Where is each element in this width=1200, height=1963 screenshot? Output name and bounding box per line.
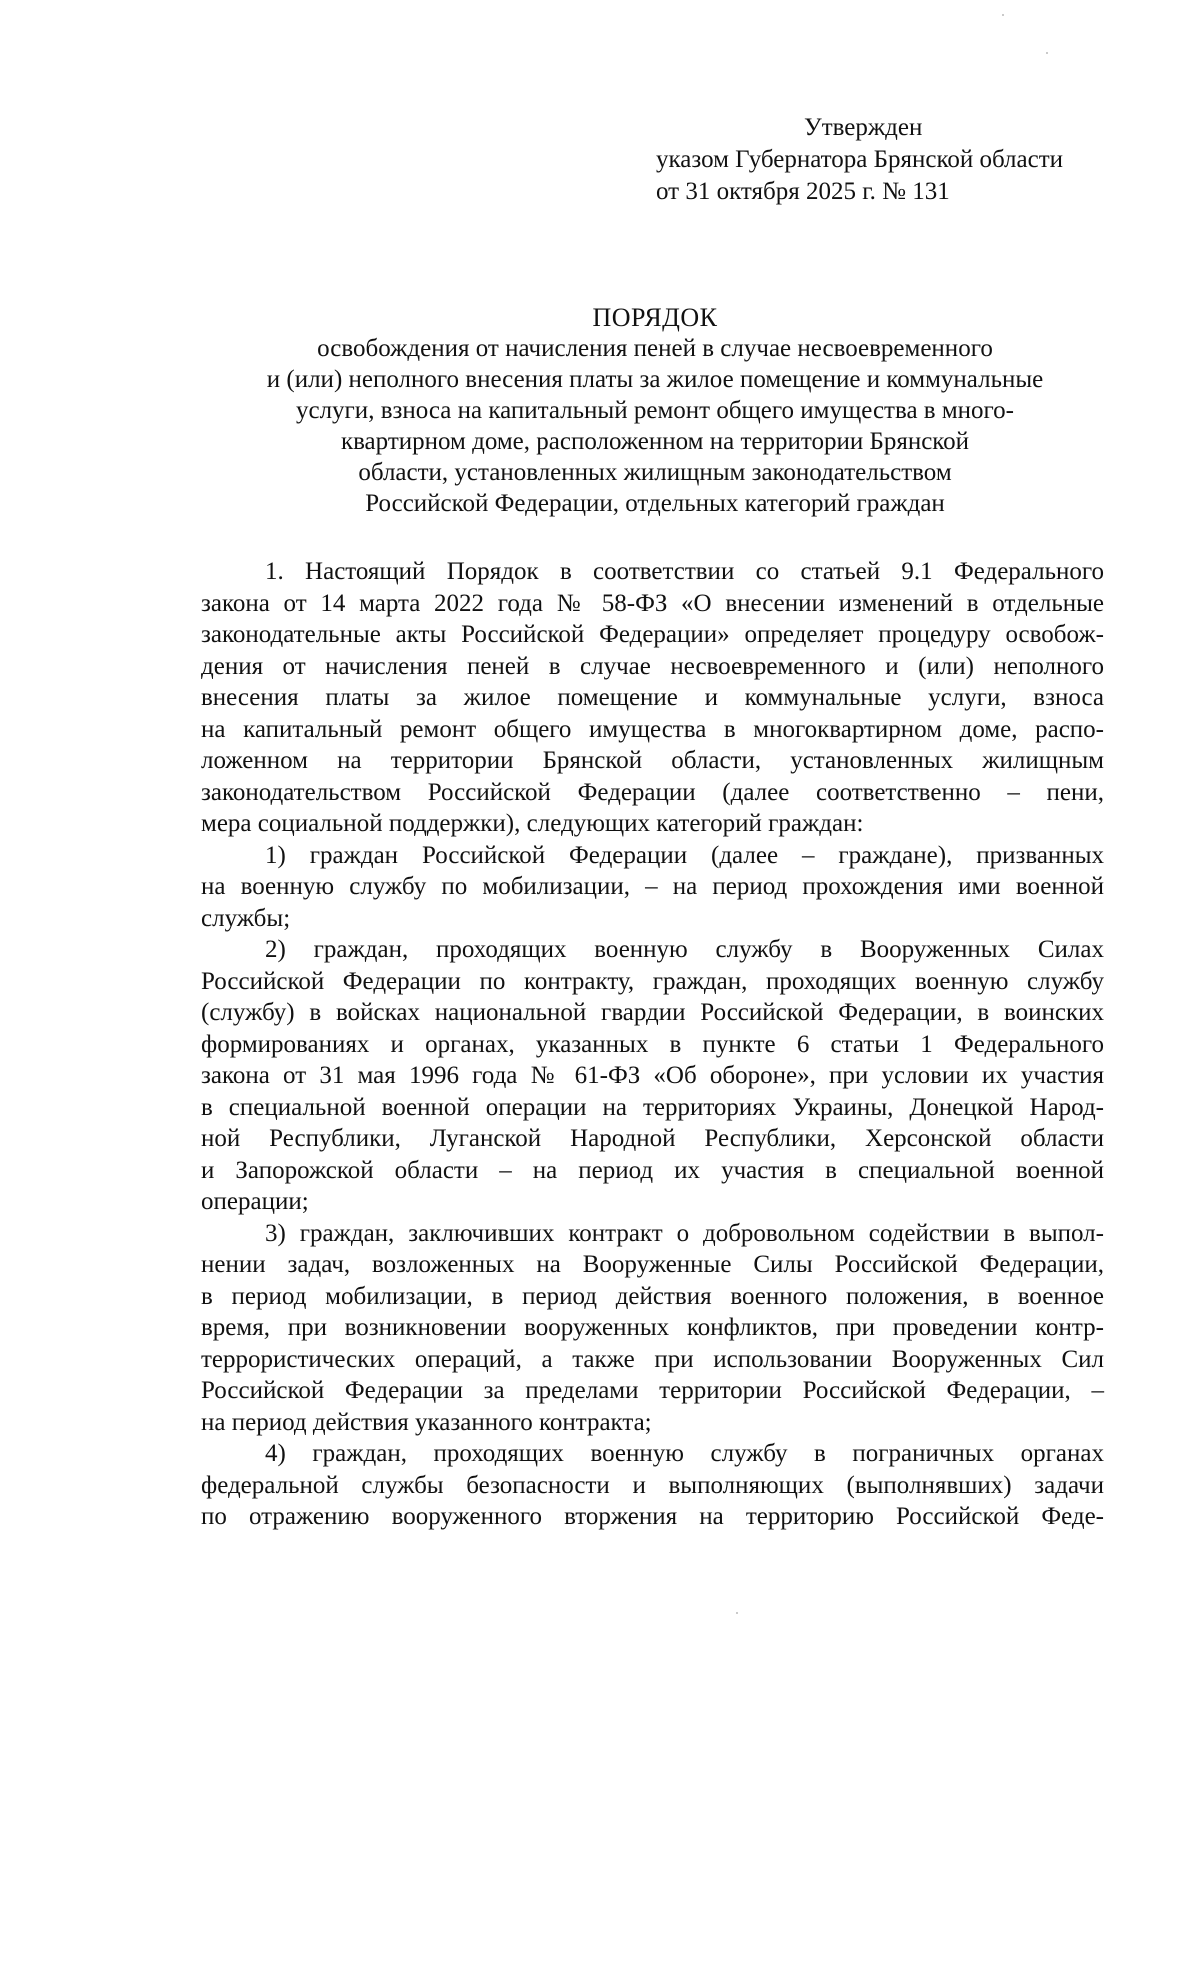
text-line: внесения платы за жилое помещение и коммунальные услуги, взноса bbox=[201, 684, 1104, 711]
text-line: Российской Федерации за пределами территории Российской Федерации, – bbox=[201, 1377, 1104, 1404]
text-line: в период мобилизации, в период действия военного положения, в военное bbox=[201, 1282, 1104, 1310]
document-body bbox=[201, 556, 1104, 1533]
title-line: квартирном доме, расположенном на территории Брянской bbox=[340, 428, 970, 455]
text-line: (службу) в войсках национальной гвардии Российской Федерации, в воинских bbox=[201, 999, 1104, 1026]
text-line: нении задач, возложенных на Вооруженные Силы Российской Федерации, bbox=[201, 1251, 1104, 1278]
text-line: время, при возникновении вооруженных конфликтов, при проведении контр- bbox=[201, 1314, 1104, 1341]
scan-speck bbox=[1046, 52, 1048, 54]
paragraph-1 bbox=[201, 556, 1104, 840]
approval-approved-label: Утвержден bbox=[804, 114, 923, 141]
text-line: 1. Настоящий Порядок в соответствии со статьей 9.1 Федерального bbox=[265, 558, 1104, 585]
title-line: Российской Федерации, отдельных категорий граждан bbox=[365, 490, 945, 517]
text-line: операции; bbox=[201, 1188, 309, 1215]
text-line: 2) граждан, проходящих военную службу в Вооруженных Силах bbox=[265, 936, 1104, 963]
list-item-2 bbox=[201, 934, 1104, 1218]
title-line: освобождения от начисления пеней в случае несвоевременного bbox=[317, 335, 993, 362]
list-item-3 bbox=[201, 1218, 1104, 1439]
text-line: законодательством Российской Федерации (далее соответственно – пени, bbox=[201, 778, 1104, 806]
document-heading: ПОРЯДОК bbox=[592, 303, 718, 332]
text-line: на капитальный ремонт общего имущества в многоквартирном доме, распо- bbox=[201, 715, 1104, 743]
text-line: закона от 31 мая 1996 года № 61-ФЗ «Об обороне», при условии их участия bbox=[201, 1062, 1104, 1089]
text-line: формированиях и органах, указанных в пункте 6 статьи 1 Федерального bbox=[201, 1030, 1104, 1058]
scan-speck bbox=[736, 1612, 738, 1614]
text-line: в специальной военной операции на территориях Украины, Донецкой Народ- bbox=[201, 1093, 1104, 1121]
approval-decree-line: указом Губернатора Брянской области bbox=[656, 146, 1064, 173]
title-line: и (или) неполного внесения платы за жилое помещение и коммунальные bbox=[266, 366, 1044, 393]
text-line: федеральной службы безопасности и выполняющих (выполнявших) задачи bbox=[201, 1471, 1104, 1499]
scan-speck bbox=[1002, 14, 1004, 16]
text-line: законодательные акты Российской Федерации» определяет процедуру освобож- bbox=[201, 621, 1104, 648]
title-line: области, установленных жилищным законодательством bbox=[358, 459, 952, 486]
text-line: 1) граждан Российской Федерации (далее – граждане), призванных bbox=[265, 841, 1104, 869]
text-line: на военную службу по мобилизации, – на период прохождения ими военной bbox=[201, 873, 1104, 900]
text-line: 3) граждан, заключивших контракт о добровольном содействии в выпол- bbox=[265, 1219, 1104, 1247]
list-item-1 bbox=[201, 840, 1104, 935]
text-line: ной Республики, Луганской Народной Республики, Херсонской области bbox=[201, 1125, 1104, 1152]
text-line: по отражению вооруженного вторжения на территорию Российской Феде- bbox=[201, 1503, 1104, 1530]
text-line: 4) граждан, проходящих военную службу в пограничных органах bbox=[265, 1440, 1104, 1467]
text-line: Российской Федерации по контракту, граждан, проходящих военную службу bbox=[201, 967, 1104, 995]
text-line: на период действия указанного контракта; bbox=[201, 1408, 652, 1436]
document-title bbox=[205, 302, 1105, 519]
text-line: мера социальной поддержки), следующих категорий граждан: bbox=[201, 810, 864, 837]
list-item-4 bbox=[201, 1438, 1104, 1533]
approval-stamp bbox=[640, 112, 1160, 208]
title-line: услуги, взноса на капитальный ремонт общего имущества в много- bbox=[295, 397, 1015, 424]
text-line: дения от начисления пеней в случае несвоевременного и (или) неполного bbox=[201, 652, 1104, 680]
text-line: службы; bbox=[201, 904, 291, 932]
approval-date-number: от 31 октября 2025 г. № 131 bbox=[656, 178, 950, 205]
text-line: и Запорожской области – на период их участия в специальной военной bbox=[201, 1156, 1104, 1184]
text-line: закона от 14 марта 2022 года № 58-ФЗ «О внесении изменений в отдельные bbox=[201, 589, 1104, 617]
text-line: террористических операций, а также при использовании Вооруженных Сил bbox=[201, 1345, 1104, 1373]
text-line: ложенном на территории Брянской области, установленных жилищным bbox=[201, 747, 1104, 774]
